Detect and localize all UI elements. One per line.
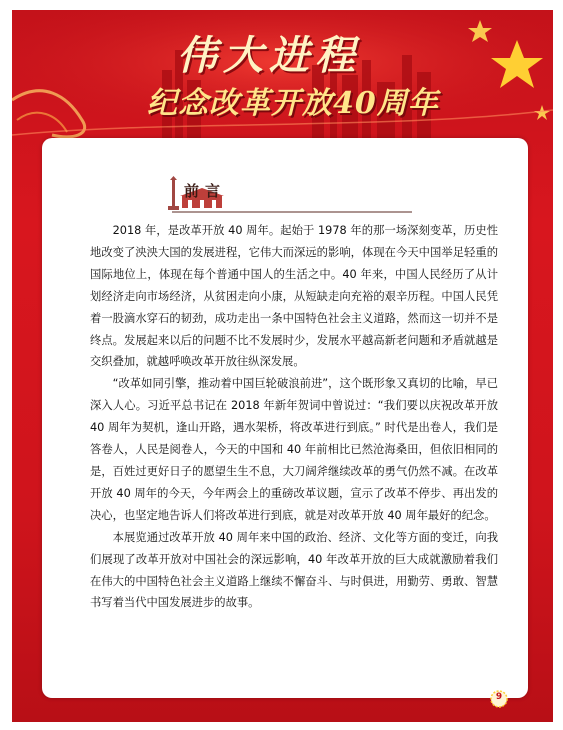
preface-paragraph: 2018 年，是改革开放 40 周年。起始于 1978 年的那一场深刻变革，历史性地改变了泱泱大国的发展进程，它伟大而深远的影响，体现在今天中国举足轻重的国际地位上，体现在每个普通中国人的生活之中。40 年来，中国人民经历了从计划经济走向市场经济，从贫困走向小康，从短缺走向充裕的艰辛历程。中国人民凭着一股滴水穿石的韧劲，成功走出一条中国特色社会主义道路，然而这一切并不是终点。发展起来以后的问题不比不发展时少，发展水平越高新老问题和矛盾就越是交织叠加，就越呼唤改革开放往纵深发展。 [90, 224, 498, 369]
preface-card [42, 138, 528, 698]
preface-paragraph: “改革如同引擎，推动着中国巨轮破浪前进”，这个既形象又真切的比喻，早已深入人心。习近平总书记在 2018 年新年贺词中曾说过：“我们要以庆祝改革开放 40 周年为契机，逢山开路，遇水架桥，将改革进行到底。” 时代是出卷人，我们是答卷人，人民是阅卷人，今天的中国和 40 年前相比已然沧海桑田，但依旧相同的是，百姓过更好日子的愿望生生不息，大刀阔斧继续改革的勇气仍然不减。在改革开放 40 周年的今天，今年两会上的重磅改革议题，宣示了改革不停步、再出发的决心，也坚定地告诉人们将改革进行到底，就是对改革开放 40 周年最好的纪念。 [90, 377, 498, 522]
preface-paragraph: 本展览通过改革开放 40 周年来中国的政治、经济、文化等方面的变迁，向我们展现了改革开放对中国社会的深远影响，40 年改革开放的巨大成就激励着我们在伟大的中国特色社会主义道路上继续不懈奋斗、与时俱进，用勤劳、勇敢、智慧书写着当代中国发展进步的故事。 [90, 530, 498, 610]
poster-background [12, 10, 553, 722]
monument-icon [168, 176, 179, 210]
page-number-badge [490, 690, 508, 708]
banner-headline: 伟大进程 [177, 32, 361, 79]
banner-subline: 纪念改革开放40周年 [147, 86, 439, 121]
preface-title: 前言 [184, 182, 227, 200]
page-number: 9 [495, 692, 503, 702]
preface-body [90, 220, 498, 614]
